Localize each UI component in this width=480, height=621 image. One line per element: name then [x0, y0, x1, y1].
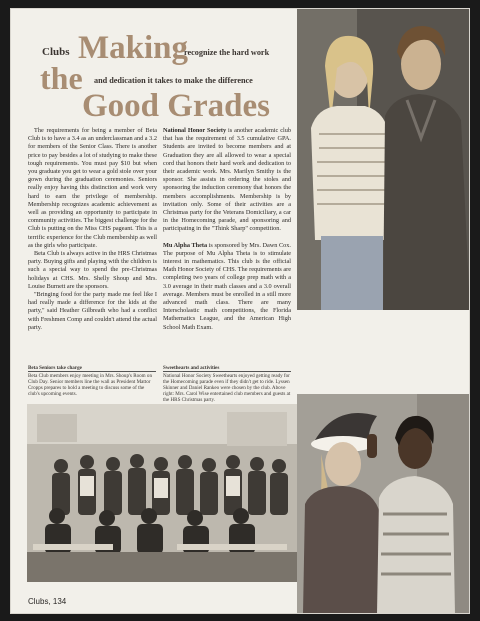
paragraph-mu-alpha-theta: is sponsored by Mrs. Dawn Cox. The purpose of Mu Alpha Theta is to stimulate interest in mathematics. This club is the official Math Honor Society of CHS. The requirements are completing two years of college prep math with a 3.0 average in their math classes and a 3.0 overall average. Members must be enrolled in a still more advanced math class. There are many Interscholastic math competitions, the Florida Mathematics League, and the American High School Math Exam.: [163, 241, 291, 331]
paragraph-nhs: is another academic club that has the requirement of 3.5 cumulative GPA. Students are invited to become members and at Graduation they are all allowed to wear a special cord that honors their hard work and dedication to their academic work. Mrs. Marilyn Smithy is the sponsor. She assists in ordering the stoles and sponsoring the induction ceremony that honors the members accomplishments. Membership is by invitation only. Some of their activities are a Christmas party for the Veterans Domiciliary, a car in the Homecoming parade, and sponsoring and participating in the "Think Sharp" competition.: [163, 127, 292, 233]
body-column-1: [28, 127, 157, 332]
body-column-2: [163, 127, 291, 332]
caption-left-heading: Beta Seniors take charge: [28, 365, 156, 372]
caption-left-text: Beta Club members enjoy meeting in Mrs. Shoup's Room on Club Day. Senior members line the wall as President Mattor Cropps prepares to hold a meeting to discuss some of the club's upcoming events.: [28, 373, 153, 397]
caption-right-text: National Honor Society Sweethearts enjoyed getting ready for the Homecoming parade even if they didn't get to ride. Lyssen Skinner and Daniel Rankeo were chosen by the club. Above right: Mrs. Carol Wise entertained club members and guests at the HRS Christmas party.: [163, 373, 291, 403]
club-name-nhs: National Honor Society: [163, 127, 227, 134]
headline-phrase-dedication: and dedication it takes to make the difference: [94, 76, 253, 85]
photo-christmas-party: [297, 394, 470, 614]
paragraph-beta-club-christmas: Beta Club is always active in the HRS Christmas party. Buying gifts and playing with the children is such a special way to spend the pre-Christmas holidays at CHS. Mrs. Shelly Shoup and Mrs. Louise Burnett are the sponsors.: [28, 250, 157, 290]
headline-word-the: the: [40, 60, 83, 96]
caption-left: [28, 365, 156, 397]
photo-beta-club-group: [27, 404, 300, 582]
headline-words-good-grades: Good Grades: [82, 88, 270, 124]
paragraph-beta-club-requirements: The requirements for being a member of Beta Club is to have a 3.4 as an underclassman and a 3.2 for members of the Senior Class. There is another price to pay besides a lot of studying to make these tough requirements. You must pay $10 but when you graduate you get to wear a gold stole over your gown during the graduation ceremonies. Seniors really enjoy having this distinction and work very hard to earn the privilege of membership. Membership recognizes academic achievement as well as providing an opportunity to participate in community activities. The biggest challenge for the Club is putting on the Miss CHS pageant. This is a terrific experience for the Club membership as well as the girls who participate.: [28, 127, 157, 249]
headline-word-making: Making: [78, 30, 189, 66]
headline-word-clubs: Clubs: [42, 46, 70, 58]
yearbook-page: [10, 8, 470, 614]
headline-phrase-recognize: recognize the hard work: [184, 48, 270, 57]
page-number-footer: Clubs, 134: [28, 597, 67, 606]
caption-right-heading: Sweethearts and activities: [163, 365, 291, 372]
paragraph-quote-heather: "Bringing food for the party made me feel like I had really made a difference for the kids at the party," said Heather Gilbreath who had a conflict with Freshmen Comp and couldn't attend the actual party.: [28, 291, 157, 331]
headline: [40, 28, 298, 124]
caption-right: [163, 365, 291, 403]
photo-couple: [297, 8, 470, 310]
club-name-mu-alpha-theta: Mu Alpha Theta: [163, 241, 208, 249]
